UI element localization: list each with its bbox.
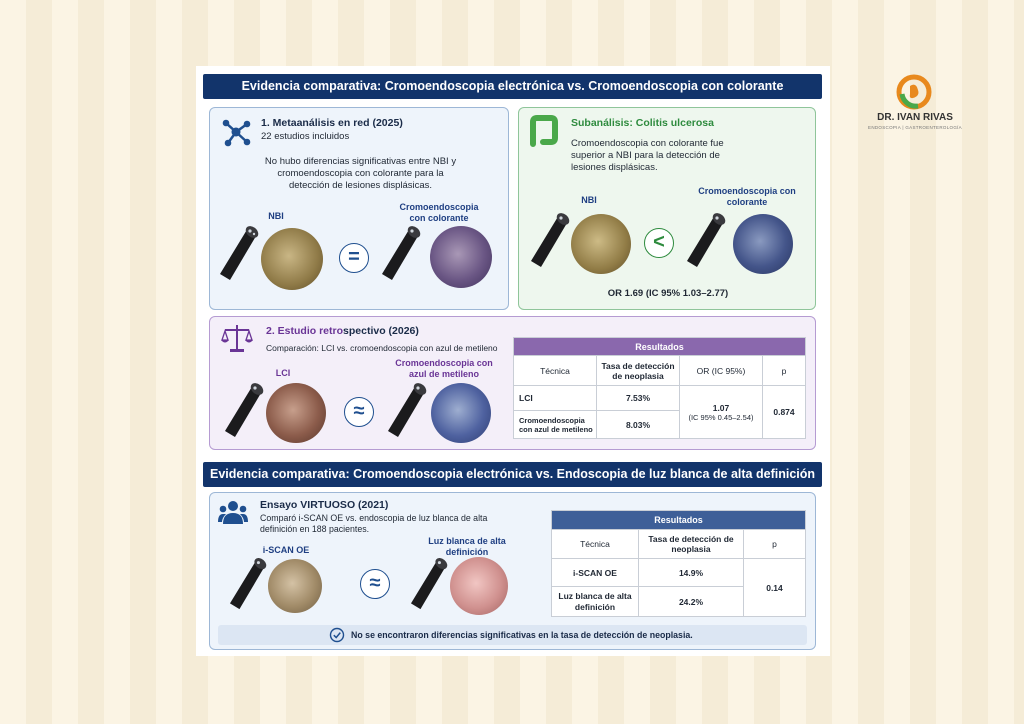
- spray-endoscope-icon: [386, 381, 428, 439]
- virtuoso-table-title: Resultados: [552, 511, 806, 530]
- sub-or-text: OR 1.69 (IC 95% 1.03–2.77): [607, 288, 729, 299]
- logo-icon: [896, 74, 932, 110]
- rate-cell: 7.53%: [597, 386, 680, 411]
- header-cell: Técnica: [514, 356, 597, 386]
- spray-endoscope-icon: [685, 211, 727, 269]
- colon-icon: [527, 114, 561, 148]
- nbi-mucosa-image: [261, 228, 323, 290]
- virtuoso-results-table: [551, 510, 806, 617]
- lci-mucosa-image: [266, 383, 326, 443]
- endoscope-icon: [228, 556, 268, 611]
- rate-cell: 24.2%: [639, 587, 744, 617]
- tech-cell: Cromoendoscopia con azul de metileno: [514, 411, 597, 439]
- logo-subtitle: ENDOSCOPIA | GASTROENTEROLOGÍA: [868, 125, 962, 130]
- equal-symbol: =: [339, 243, 369, 273]
- endoscope-icon: [529, 211, 571, 269]
- check-circle-icon: [329, 627, 345, 643]
- header-cell: Tasa de detección de neoplasia: [597, 356, 680, 386]
- nbi-mucosa-image: [571, 214, 631, 274]
- header-cell: p: [763, 356, 806, 386]
- approx-symbol: ≈: [360, 569, 390, 599]
- or-cell: [680, 386, 763, 439]
- rate-cell: 8.03%: [597, 411, 680, 439]
- virtuoso-panel: [209, 492, 816, 650]
- or-ci: (IC 95% 0.45–2.54): [688, 412, 754, 422]
- sub-right-label: Cromoendoscopia con colorante: [698, 186, 796, 207]
- tech-cell: LCI: [514, 386, 597, 411]
- subanalysis-panel: [518, 107, 816, 310]
- header-cell: p: [744, 530, 806, 559]
- tech-cell: Luz blanca de alta definición: [552, 587, 639, 617]
- users-icon: [218, 499, 248, 525]
- section1-banner: Evidencia comparativa: Cromoendoscopia electrónica vs. Cromoendoscopia con colorante: [203, 74, 822, 99]
- spray-endoscope-icon: [380, 224, 422, 282]
- endoscope-icon: [223, 381, 265, 439]
- retro-table-title: Resultados: [514, 338, 806, 356]
- virtuoso-body: Comparó i-SCAN OE vs. endoscopia de luz blanca de alta definición en 188 pacientes.: [260, 513, 488, 534]
- header-cell: OR (IC 95%): [680, 356, 763, 386]
- retrospective-panel: [209, 316, 816, 450]
- meta-subtitle: 22 estudios incluidos: [261, 131, 350, 142]
- wle-label: Luz blanca de alta definición: [428, 536, 506, 557]
- endoscope-icon: [409, 556, 449, 611]
- sub-left-label: NBI: [581, 195, 597, 205]
- logo: [868, 74, 962, 134]
- meta-right-label: Cromoendoscopia con colorante: [399, 202, 479, 223]
- conclusion-text: No se encontraron diferencias significativas en la tasa de detección de neoplasia.: [351, 630, 693, 640]
- iscan-label: i-SCAN OE: [262, 545, 310, 555]
- tech-cell: i-SCAN OE: [552, 559, 639, 587]
- or-value: 1.07: [712, 402, 730, 413]
- retro-comparison: Comparación: LCI vs. cromoendoscopia con azul de metileno: [266, 343, 498, 353]
- retro-results-table: [513, 337, 806, 439]
- retro-left-label: LCI: [275, 368, 291, 378]
- meta-left-label: NBI: [268, 211, 284, 221]
- sub-body: Cromoendoscopia con colorante fue superior a NBI para la detección de lesiones displásicas.: [571, 138, 724, 173]
- scales-icon: [220, 321, 254, 355]
- dye-mucosa-image: [430, 226, 492, 288]
- less-than-symbol: <: [644, 228, 674, 258]
- methylene-mucosa-image: [431, 383, 491, 443]
- dye-mucosa-image: [733, 214, 793, 274]
- conclusion-bar: [218, 625, 807, 645]
- p-cell: 0.874: [763, 386, 806, 439]
- endoscope-icon: [218, 224, 260, 282]
- header-cell: Técnica: [552, 530, 639, 559]
- meta-title: 1. Metaanálisis en red (2025): [261, 117, 403, 129]
- section2-banner: Evidencia comparativa: Cromoendoscopia electrónica vs. Endoscopia de luz blanca de alta definición: [203, 462, 822, 487]
- header-cell: Tasa de detección de neoplasia: [639, 530, 744, 559]
- meta-analysis-panel: [209, 107, 509, 310]
- retro-right-label: Cromoendoscopia con azul de metileno: [395, 358, 493, 379]
- network-icon: [220, 116, 252, 148]
- wle-mucosa-image: [450, 557, 508, 615]
- retro-title: 2. Estudio retrospectivo (2026): [266, 325, 419, 337]
- sub-title: Subanálisis: Colitis ulcerosa: [571, 117, 714, 129]
- logo-name: DR. IVAN RIVAS: [877, 112, 953, 123]
- approx-symbol: ≈: [344, 397, 374, 427]
- rate-cell: 14.9%: [639, 559, 744, 587]
- p-cell: 0.14: [744, 559, 806, 617]
- virtuoso-title: Ensayo VIRTUOSO (2021): [260, 499, 389, 511]
- meta-body: No hubo diferencias significativas entre NBI y cromoendoscopia con colorante para la detección de lesiones displásicas.: [264, 156, 457, 191]
- iscan-mucosa-image: [268, 559, 322, 613]
